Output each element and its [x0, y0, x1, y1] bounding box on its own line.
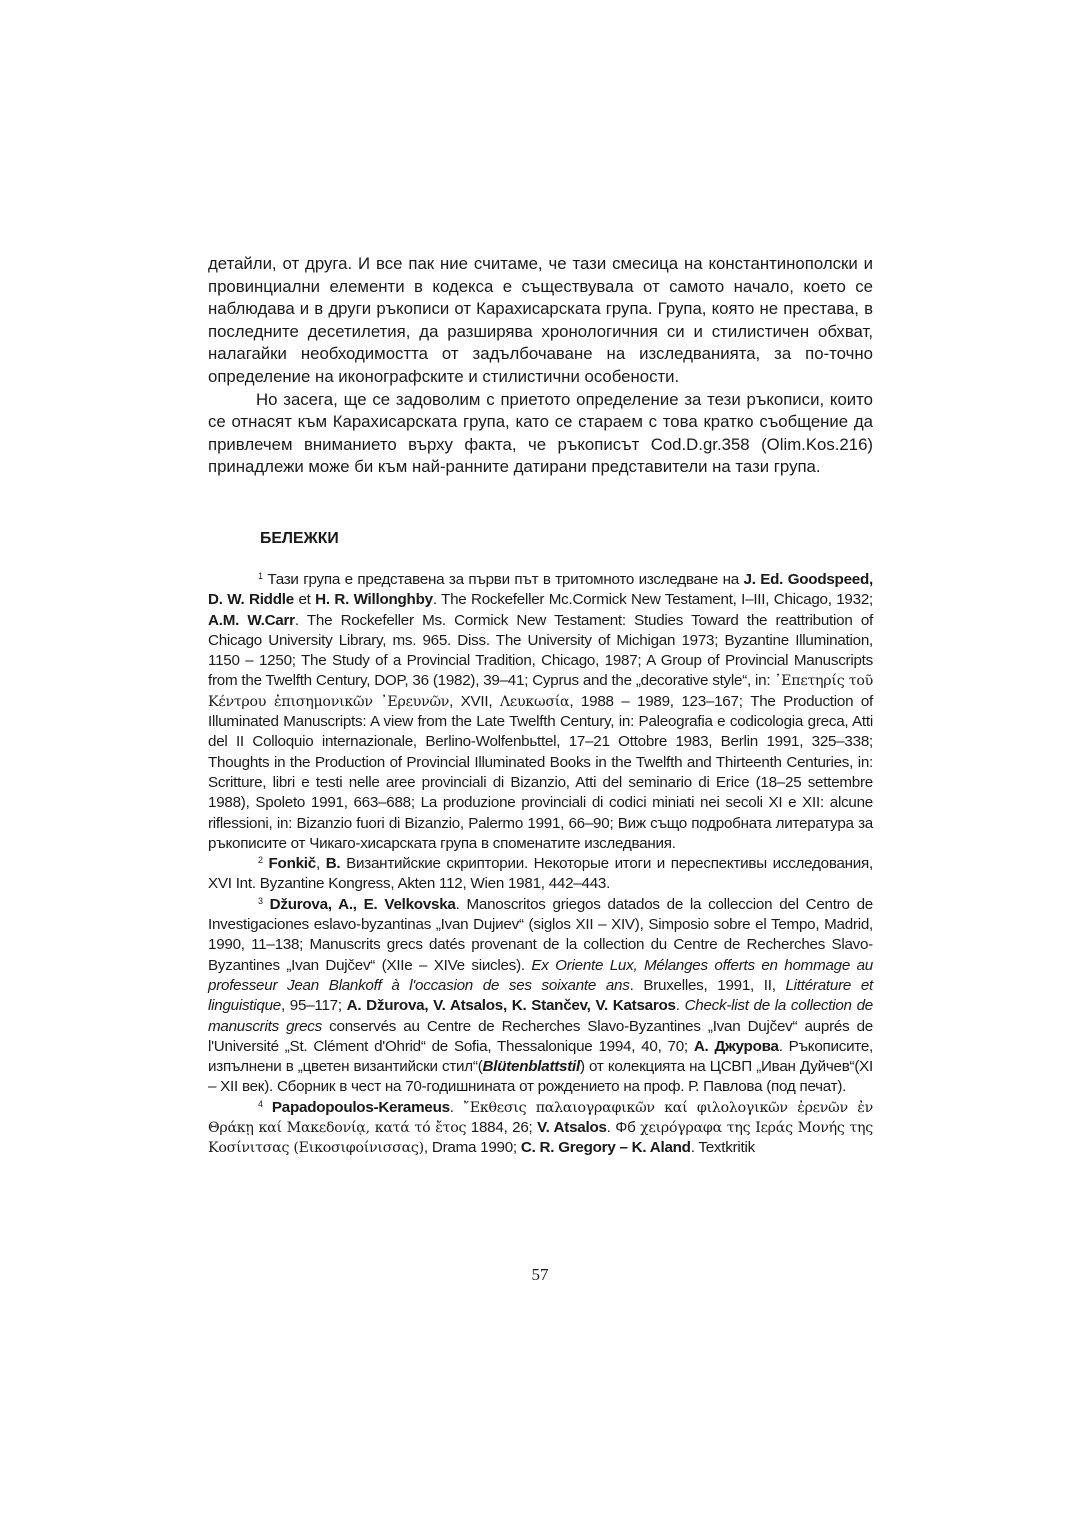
footnote-4-text: 1884, 26; [466, 1119, 538, 1137]
footnote-4-number: 4 [258, 1098, 263, 1109]
footnote-1-author: J. Ed. Goodspeed, D. W. Riddle [208, 571, 873, 609]
footnote-1-greek-title: ᾿Επετηρίς τοῦ Κέντρου ἐπισημονικῶν ᾿Ερευνῶν [208, 673, 873, 710]
footnote-3-text: . Ръкописите, изпълнени в „цветен византийски стил“( [208, 1037, 874, 1076]
footnote-4-text: , Drama 1990; [423, 1139, 521, 1157]
footnote-1-text: Тази група е представена за първи път в тритомното изследване на [267, 571, 744, 588]
footnote-3-text: ) от колекцията на ЦСВП „Иван Дуйчев“(XI – XII век). Сборник в чест на 70-годишнината от рождението на проф. Р. Павлова (под печат). [208, 1058, 873, 1096]
footnote-2-text: Византийские скриптории. Некоторые итоги и переспективы исследования, XVI Int. Byzantine Kongress, Akten 112, Wien 1981, 442–443. [208, 855, 873, 893]
footnote-4-author: Papadopoulos-Kerameus [271, 1098, 450, 1116]
footnote-3-text: . Manoscritos griegos datados de la colleccion del Centro de Investigaciones eslavo-byzantinas „Ivan Dujиev“ (siglos XII – XIV), Simposio sobre el Tempo, Madrid, 1990, 11–138; Manuscrits grecs datés provenant de la collection du Centre de Recherches Slavo-Byzantines „Ivan Dujčev“ (XIIe – XIVe siиcles). [208, 895, 873, 974]
footnote-4-text: . [449, 1098, 463, 1116]
body-paragraph-2: Но засега, ще се задоволим с приетото определение за тези ръкописи, които се отнасят към Карахисарската група, като се стараем с това кратко съобщение да привлечем вниманието върху факта, че ръкописът Cod.D.gr.358 (Olim.Kos.216) принадлежи може би към най-ранните датирани представители на тази група. [208, 389, 873, 477]
footnote-3 [208, 895, 873, 1098]
footnote-1-text: , 1988 – 1989, 123–167; The Production of Illuminated Manuscripts: A view from the Late Twelfth Century, in: Paleografia e codicologia greca, Atti del II Colloquio internazionale, Berlino-Wolfenbьttel, 17–21 Ottobre 1983, Berlin 1991, 325–338; Thoughts in the Production of Provincial Illuminated Books in the Twelfth and Thirteenth Centuries, in: Scritture, libri e testi nelle aree provinciali di Bizanzio, Atti del seminario di Erice (18–25 settembre 1988), Spoleto 1991, 663–688; La produzione provinciali di codici miniati nei secoli XI e XII: alcune riflessioni, in: Bizanzio fuori di Bizanzio, Palermo 1991, 66–90; Виж също подробната литература за ръкописите от Чикаго-хисарската група в споменатите изследвания. [208, 692, 874, 852]
footnote-1-author: H. R. Willonghby [315, 591, 433, 609]
footnote-3-number: 3 [258, 895, 263, 906]
footnote-4-greek-title: χειρόγραφα της Ιεράς Μονής της Κοσίνιτσας (Εικοσιφοίνισσας) [208, 1120, 873, 1157]
footnote-1-text: , XVII, [449, 692, 500, 710]
body-paragraph-1: детайли, от друга. И все пак ние считаме, че тази смесица на константинополски и провинциални елементи в кодекса е съществувала от самото начало, което се наблюдава и в други ръкописи от Карахисарската група. Група, която не престава, в последните десетилетия, да разширява хронологичния си и стилистичен обхват, налагайки необходимостта от задълбочаване на изследванията, за по-точно определение на иконографските и стилистични особености. [208, 254, 873, 386]
footnote-1-author: A.M. W.Carr [208, 611, 295, 629]
footnote-3-text: . [675, 997, 685, 1015]
footnote-2 [208, 854, 873, 895]
footnote-3-author: Džurova, A., E. Velkovska [269, 895, 456, 913]
footnote-1-text: . The Rockefeller Ms. Cormick New Testament: Studies Toward the reattribution of Chicago University Library, ms. 965. Diss. The University of Michigan 1973; Byzantine Illumination, 1150 – 1250; The Study of a Provincial Tradition, Chicago, 1987; A Group of Provincial Manuscripts from the Twelfth Century, DOP, 36 (1982), 39–41; Cyprus and the „decorative style“, in: [208, 611, 873, 690]
footnote-1-number: 1 [258, 571, 263, 581]
footnote-4-author: C. R. Gregory – K. Aland [520, 1139, 691, 1157]
footnote-3-text: , 95–117; [281, 997, 347, 1015]
footnote-4-text: . Φб [606, 1119, 641, 1137]
footnote-2-author: B. [325, 855, 341, 873]
footnote-4 [208, 1098, 873, 1159]
footnote-3-author: A. Džurova, V. Atsalos, K. Stančev, V. Katsaros [346, 997, 676, 1015]
footnote-3-italic-title: Check-list de la collection de manuscrits grecs [208, 997, 873, 1035]
footnote-2-text: , [315, 855, 326, 873]
footnote-3-text: conservés au Centre de Recherches Slavo-Byzantines „Ivan Dujčev“ auprés de l'Université „St. Clément d'Ohrid“ de Sofia, Thessalonique 1994, 40, 70; [208, 1017, 873, 1055]
page-content [208, 253, 874, 1157]
footnote-1-greek-place: Λευκωσία [499, 693, 570, 710]
page-number: 57 [531, 1265, 549, 1284]
footnote-3-author: А. Джурова [693, 1037, 779, 1055]
footnote-4-greek-title: ῎Εκθεσις παλαιογραφικῶν καί φιλολογικῶν ἐρενῶν ἐν Θράκῃ καί Μακεδονίᾳ, κατά τό ἔτος [208, 1099, 873, 1137]
footnote-2-author: Fonkič [268, 855, 316, 873]
notes-heading: БЕЛЕЖКИ [260, 530, 339, 547]
footnote-3-italic-title: Littérature et linguistique [208, 976, 873, 1015]
footnote-1-text: et [293, 591, 316, 609]
footnote-3-term: Blütenblattstil [482, 1058, 580, 1076]
footnote-1 [208, 570, 873, 854]
footnote-2-number: 2 [258, 855, 263, 866]
footnote-4-text: . Textkritik [690, 1139, 755, 1157]
footnote-1-text: . The Rockefeller Mc.Cormick New Testament, I–III, Chicago, 1932; [432, 591, 873, 609]
notes-list [208, 570, 873, 1159]
footnote-4-author: V. Atsalos [537, 1119, 607, 1137]
footnote-3-text: . Bruxelles, 1991, II, [629, 976, 786, 994]
footnote-3-italic-title: Ex Oriente Lux, Mélanges offerts en hommage au professeur Jean Blankoff à l'occasion de ses soixante ans [208, 956, 873, 994]
